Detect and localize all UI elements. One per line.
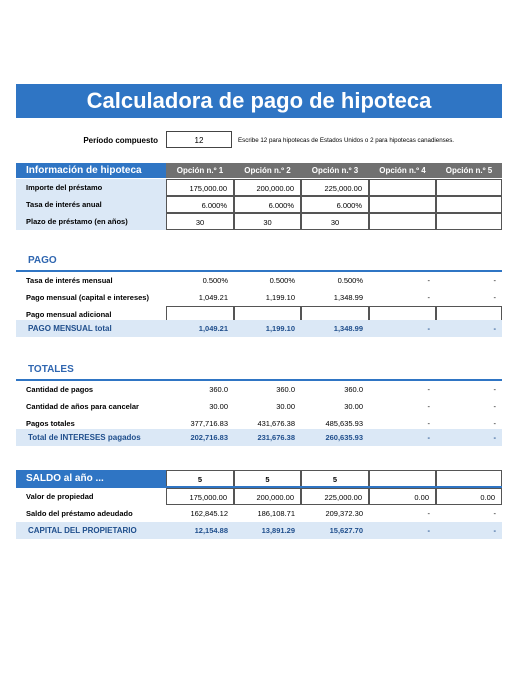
totales-total-value: - <box>493 433 496 442</box>
cell-value[interactable]: 30 <box>301 213 369 230</box>
cell-value[interactable]: 30 <box>234 213 301 230</box>
cell-value[interactable]: 6.000% <box>166 196 234 213</box>
saldo-year-input[interactable] <box>436 470 502 487</box>
cell-value[interactable]: 175,000.00 <box>166 488 234 505</box>
cell-value[interactable]: 225,000.00 <box>301 179 369 196</box>
cell-value: 1,348.99 <box>333 293 363 302</box>
row-label: Pago mensual adicional <box>26 310 112 319</box>
saldo-year-input[interactable] <box>369 470 436 487</box>
row-label: Plazo de préstamo (en años) <box>16 213 166 230</box>
pago-total-value: 1,199.10 <box>265 324 295 333</box>
cell-value: 360.0 <box>276 385 295 394</box>
totales-total-value: 231,676.38 <box>257 433 295 442</box>
cell-value[interactable] <box>369 179 436 196</box>
cell-value[interactable] <box>436 179 502 196</box>
option-3-header: Opción n.º 3 <box>301 163 369 178</box>
page-title: Calculadora de pago de hipoteca <box>16 84 502 118</box>
cell-value: - <box>493 293 496 302</box>
saldo-year-input[interactable]: 5 <box>301 470 369 487</box>
cell-value[interactable]: 200,000.00 <box>234 488 301 505</box>
cell-value: - <box>493 419 496 428</box>
cell-value: - <box>493 509 496 518</box>
saldo-year-input[interactable]: 5 <box>234 470 301 487</box>
cell-value[interactable] <box>369 213 436 230</box>
cell-value: 0.500% <box>202 276 228 285</box>
totales-total-value: 260,635.93 <box>325 433 363 442</box>
cell-value: 360.0 <box>209 385 228 394</box>
option-2-header: Opción n.º 2 <box>234 163 301 178</box>
cell-value[interactable] <box>436 196 502 213</box>
pago-title: PAGO <box>28 255 57 266</box>
row-label: Cantidad de pagos <box>26 385 94 394</box>
row-label: Valor de propiedad <box>26 492 94 501</box>
saldo-header: SALDO al año ... <box>16 470 166 487</box>
cell-value: - <box>493 402 496 411</box>
cell-value: - <box>493 276 496 285</box>
cell-value[interactable]: 30 <box>166 213 234 230</box>
pago-total-value: 1,348.99 <box>333 324 363 333</box>
cell-value: - <box>427 509 430 518</box>
totales-total-value: - <box>427 433 430 442</box>
pago-total-value: - <box>427 324 430 333</box>
cell-value: 485,635.93 <box>325 419 363 428</box>
cell-value[interactable] <box>369 196 436 213</box>
saldo-year-input[interactable]: 5 <box>166 470 234 487</box>
cell-value: 186,108.71 <box>257 509 295 518</box>
row-label: Pagos totales <box>26 419 75 428</box>
cell-value[interactable]: 225,000.00 <box>301 488 369 505</box>
saldo-total-value: - <box>493 526 496 535</box>
cell-value[interactable]: 6.000% <box>301 196 369 213</box>
cell-value[interactable]: 175,000.00 <box>166 179 234 196</box>
row-label: Tasa de interés anual <box>16 196 166 213</box>
cell-value: 377,716.83 <box>190 419 228 428</box>
cell-value: 0.500% <box>337 276 363 285</box>
cell-value: 162,845.12 <box>190 509 228 518</box>
pago-total-label: PAGO MENSUAL total <box>28 324 112 333</box>
cell-value: 30.00 <box>276 402 295 411</box>
cell-value[interactable]: 200,000.00 <box>234 179 301 196</box>
row-label: Tasa de interés mensual <box>26 276 113 285</box>
periodo-input[interactable]: 12 <box>166 131 232 148</box>
cell-value: 30.00 <box>344 402 363 411</box>
row-label: Pago mensual (capital e intereses) <box>26 293 149 302</box>
pago-total-value: - <box>493 324 496 333</box>
cell-value: - <box>427 276 430 285</box>
cell-value: 360.0 <box>344 385 363 394</box>
totales-title: TOTALES <box>28 364 74 375</box>
cell-value: - <box>427 419 430 428</box>
row-label: Saldo del préstamo adeudado <box>26 509 133 518</box>
info-header: Información de hipoteca <box>16 163 166 178</box>
row-label: Cantidad de años para cancelar <box>26 402 139 411</box>
cell-value: - <box>427 293 430 302</box>
cell-value: 0.500% <box>269 276 295 285</box>
saldo-total-value: 12,154.88 <box>194 526 228 535</box>
cell-value: 209,372.30 <box>325 509 363 518</box>
cell-value: - <box>427 385 430 394</box>
cell-value[interactable]: 0.00 <box>369 488 436 505</box>
option-1-header: Opción n.º 1 <box>166 163 234 178</box>
cell-value: - <box>493 385 496 394</box>
option-4-header: Opción n.º 4 <box>369 163 436 178</box>
cell-value: 1,049.21 <box>198 293 228 302</box>
row-label: Importe del préstamo <box>16 179 166 196</box>
cell-value: 431,676.38 <box>257 419 295 428</box>
totales-total-label: Total de INTERESES pagados <box>28 433 141 442</box>
pago-total-value: 1,049.21 <box>198 324 228 333</box>
cell-value[interactable]: 6.000% <box>234 196 301 213</box>
cell-value: 1,199.10 <box>265 293 295 302</box>
cell-value[interactable]: 0.00 <box>436 488 502 505</box>
saldo-total-value: 13,891.29 <box>261 526 295 535</box>
cell-value: 30.00 <box>209 402 228 411</box>
periodo-label: Período compuesto <box>83 136 158 145</box>
saldo-total-value: - <box>427 526 430 535</box>
cell-value[interactable] <box>436 213 502 230</box>
option-5-header: Opción n.º 5 <box>436 163 502 178</box>
saldo-total-label: CAPITAL DEL PROPIETARIO <box>28 526 137 535</box>
totales-total-value: 202,716.83 <box>190 433 228 442</box>
saldo-total-value: 15,627.70 <box>329 526 363 535</box>
periodo-note: Escribe 12 para hipotecas de Estados Unidos o 2 para hipotecas canadienses. <box>238 137 455 144</box>
cell-value: - <box>427 402 430 411</box>
